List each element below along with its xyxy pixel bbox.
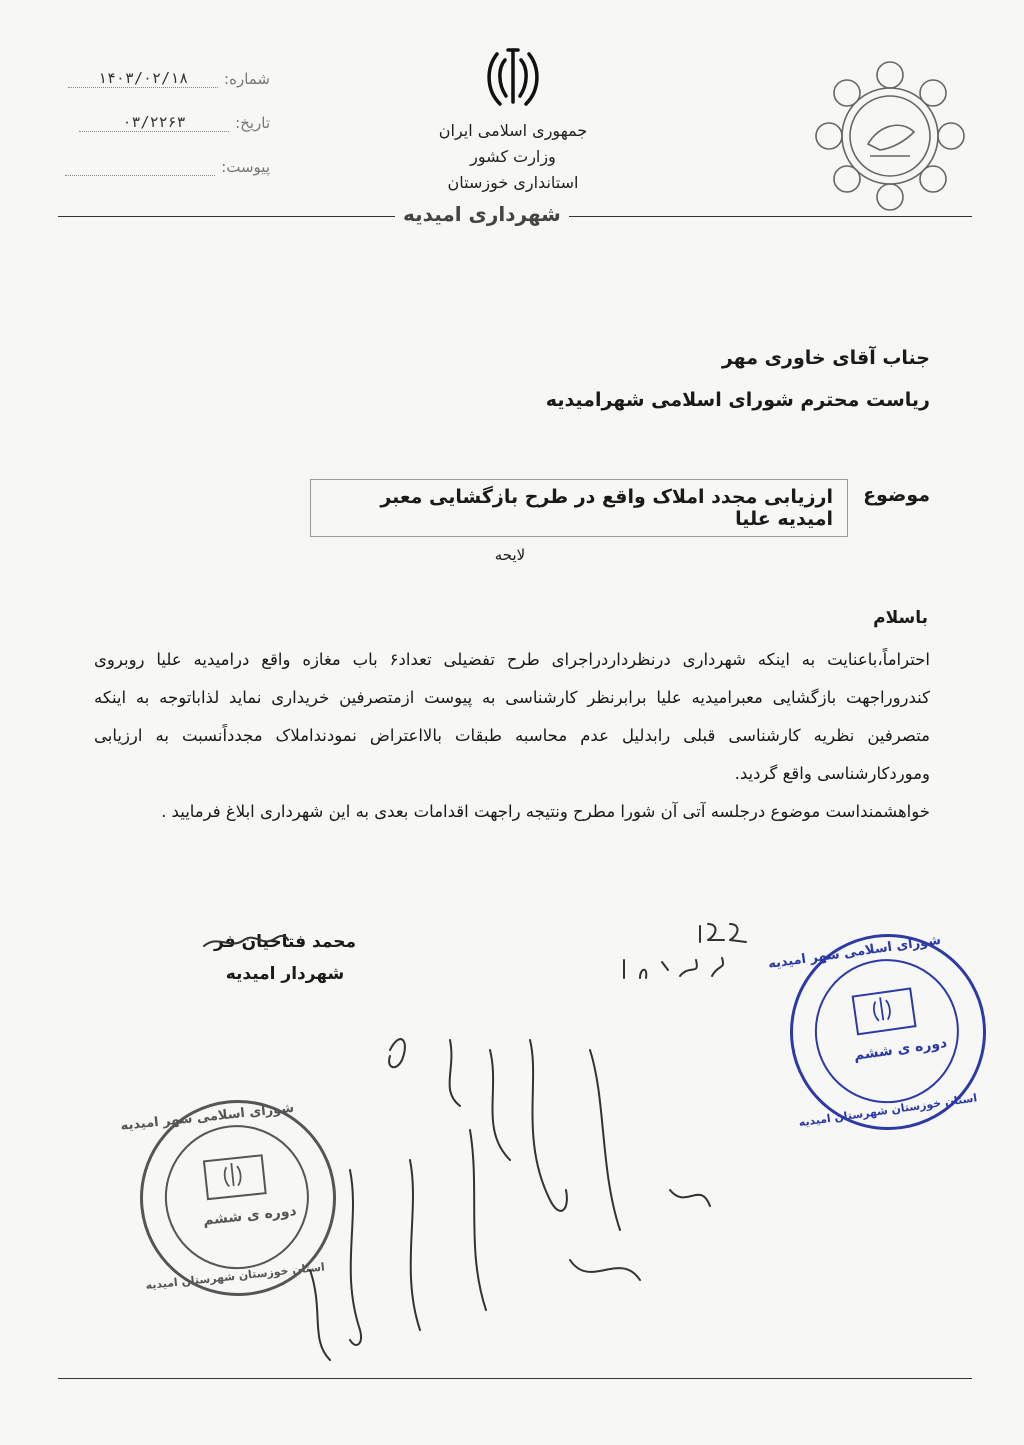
handwritten-annotation	[290, 1010, 730, 1370]
handwritten-reg	[600, 920, 770, 990]
council-stamp-right	[767, 921, 998, 1142]
governorate-name: استانداری خوزستان	[447, 173, 579, 192]
body-paragraph-2: خواهشمنداست موضوع درجلسه آتی آن شورا مطرح ونتیجه راجهت اقدامات بعدی به این شهرداری ابلاغ فرمایید .	[161, 802, 930, 821]
signer-name: محمد فتاحیان فر	[213, 932, 357, 952]
iran-emblem-icon	[478, 44, 548, 114]
stamp-right-emblem-icon	[852, 987, 917, 1035]
footer-divider	[58, 1378, 972, 1379]
recipient-block	[400, 340, 930, 418]
greeting: باسلام	[873, 608, 928, 628]
letter-meta	[60, 62, 270, 176]
signer-title: شهردار امیدیه	[225, 964, 345, 984]
recipient-title: ریاست محترم شورای اسلامی شهرامیدیه	[545, 389, 930, 411]
stamp-right-top-text: شورای اسلامی شهر امیدیه	[767, 932, 942, 972]
letterhead-text	[390, 118, 636, 196]
letter-number-value: ۱۴۰۳/۰۲/۱۸	[68, 69, 218, 88]
recipient-name: جناب آقای خاوری مهر	[721, 347, 930, 369]
municipality-name: شهرداری امیدیه	[395, 202, 569, 226]
letter-date-label: تاریخ:	[235, 114, 270, 132]
letter-number-row	[60, 62, 270, 88]
subject-label: موضوع	[863, 484, 930, 506]
stamp-left-bottom-text: استان خوزستان شهرستان امیدیه	[144, 1260, 326, 1293]
stamp-left-term: دوره ی ششم	[202, 1203, 298, 1229]
municipality-logo	[810, 56, 970, 216]
stamp-left-top-text: شورای اسلامی شهر امیدیه	[119, 1100, 295, 1134]
signature-scribble-icon	[200, 926, 290, 956]
stamp-right-bottom-text: استان خوزستان شهرستان امیدیه	[797, 1091, 978, 1130]
letter-date-row	[60, 106, 270, 132]
subject-box: ارزیابی مجدد املاک واقع در طرح بازگشایی معبر امیدیه علیا	[310, 479, 848, 537]
letter-number-label: شماره:	[224, 70, 270, 88]
stamp-left-emblem-icon	[203, 1154, 267, 1200]
body-paragraph-1: احتراماً،باعنایت به اینکه شهرداری درنظرداردراجرای طرح تفضیلی تعداد۶ باب مغازه واقع درامیدیه علیا روبروی کندروراجهت بازگشایی معبرامیدیه علیا برابرنظر کارشناسی به پیوست ازمتصرفین خریداری نماید لذاباتوجه به اینکه متصرفین نظریه کارشناسی قبلی رابدلیل عدم محاسبه طبقات بالااعتراض نمودنداملاک مجدداًنسبت به ارزیابی وموردکارشناسی واقع گردید.	[94, 650, 930, 783]
ministry-name: وزارت کشور	[470, 147, 556, 166]
letter-attachment-value	[65, 175, 215, 176]
document-type: لایحه	[494, 546, 526, 564]
letter-date-value: ۰۳/۲۲۶۳	[79, 113, 229, 132]
stamp-right-term: دوره ی ششم	[852, 1034, 949, 1064]
country-name: جمهوری اسلامی ایران	[438, 121, 588, 140]
letter-attachment-label: پیوست:	[221, 158, 270, 176]
letter-attachment-row	[60, 150, 270, 176]
